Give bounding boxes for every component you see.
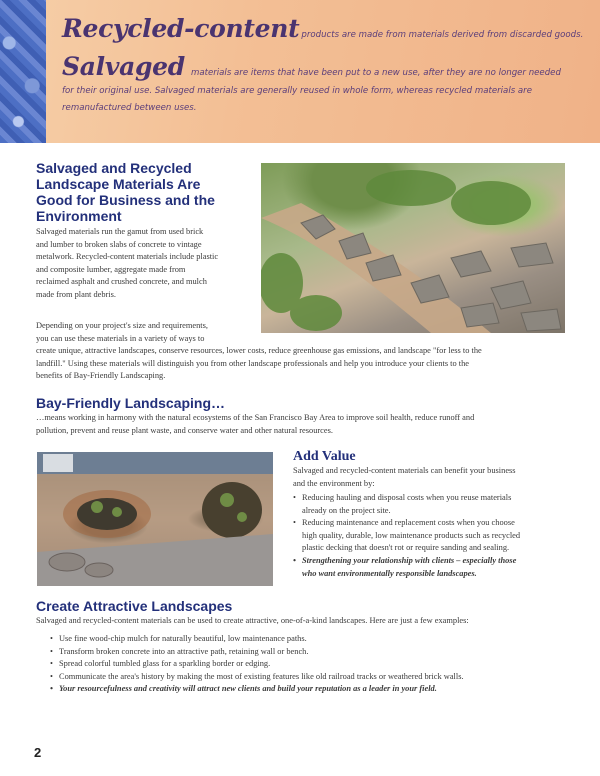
heading-line: Landscape Materials Are bbox=[36, 176, 201, 192]
photo-stone-path bbox=[261, 163, 565, 333]
text-line: reclaimed asphalt and crushed concrete, and mulch bbox=[36, 277, 207, 286]
salvaged-title: Salvaged bbox=[62, 52, 185, 81]
add-value-intro bbox=[293, 465, 568, 490]
text-line: Depending on your project's size and requirements, bbox=[36, 321, 208, 330]
text-line: metalwork. Recycled-content materials include plastic bbox=[36, 252, 219, 261]
list-item bbox=[293, 555, 568, 580]
recycled-title: Recycled-content bbox=[62, 14, 300, 43]
text-line: • Reducing maintenance and replacement costs when you choose bbox=[302, 518, 515, 528]
list-item bbox=[293, 517, 568, 555]
recycled-definition-line bbox=[62, 14, 583, 43]
text-line: pollution, prevent and reuse plant waste, and conserve water and other natural resources. bbox=[36, 425, 333, 435]
recycled-definition: products are made from materials derived from discarded goods. bbox=[301, 30, 584, 40]
section-heading-add-value: Add Value bbox=[293, 449, 356, 464]
text-line: made from plant debris. bbox=[36, 289, 117, 299]
list-item: • Your resourcefulness and creativity will attract new clients and build your reputation as a leader in your field. bbox=[50, 683, 570, 696]
text-line: create unique, attractive landscapes, conserve resources, lower costs, reduce greenhouse gas emissions, and landscape "for less to the bbox=[36, 346, 482, 355]
salvaged-definition-3: remanufactured between uses. bbox=[62, 103, 197, 113]
salvaged-definition-line bbox=[62, 52, 561, 81]
section-heading-bay-friendly: Bay-Friendly Landscaping… bbox=[36, 395, 226, 411]
heading-line: Environment bbox=[36, 208, 122, 224]
list-item: • Transform broken concrete into an attractive path, retaining wall or bench. bbox=[50, 646, 570, 659]
text-line: and the environment by: bbox=[293, 478, 375, 488]
text-line: • Reducing hauling and disposal costs when you reuse materials bbox=[302, 493, 512, 502]
text-line: Salvaged materials run the gamut from used brick bbox=[36, 227, 204, 236]
text-line: benefits of Bay-Friendly Landscaping. bbox=[36, 371, 166, 380]
section-heading-attractive-landscapes: Create Attractive Landscapes bbox=[36, 598, 233, 614]
heading-line: Good for Business and the bbox=[36, 192, 215, 208]
photo-patio bbox=[37, 452, 273, 586]
text-line: …means working in harmony with the natural ecosystems of the San Francisco Bay Area to improve soil health, reduce runoff and bbox=[36, 413, 475, 422]
text-line: and lumber to broken slabs of concrete to vintage bbox=[36, 239, 202, 249]
text-line: who want environmentally responsible landscapes. bbox=[302, 568, 477, 578]
salvaged-definition-2: for their original use. Salvaged materials are generally reused in whole form, whereas recycled materials are bbox=[62, 86, 533, 96]
photo-stone-path-illustration bbox=[261, 163, 565, 333]
materials-paragraph-2 bbox=[36, 320, 566, 383]
bay-friendly-paragraph bbox=[36, 412, 566, 437]
text-line: already on the project site. bbox=[302, 505, 391, 515]
attractive-landscapes-intro: Salvaged and recycled-content materials can be used to create attractive, one-of-a-kind landscapes. Here are just a few examples: bbox=[36, 616, 469, 625]
heading-line: Salvaged and Recycled bbox=[36, 160, 192, 176]
list-item: • Communicate the area's history by making the most of existing features like old railroad tracks or weathered brick walls. bbox=[50, 671, 570, 684]
decorative-mosaic-tile bbox=[0, 0, 46, 143]
section-heading-materials bbox=[36, 160, 256, 224]
header-banner bbox=[0, 0, 600, 143]
attractive-landscapes-list bbox=[50, 633, 570, 696]
add-value-list bbox=[293, 492, 568, 580]
page-number: 2 bbox=[34, 745, 42, 760]
salvaged-definition-1: materials are items that have been put to a new use, after they are no longer needed bbox=[190, 68, 561, 78]
text-line: you can use these materials in a variety of ways to bbox=[36, 333, 205, 343]
list-item bbox=[293, 492, 568, 517]
list-item: • Spread colorful tumbled glass for a sparkling border or edging. bbox=[50, 658, 570, 671]
text-line: and composite lumber, aggregate made from bbox=[36, 264, 186, 274]
text-line: Salvaged and recycled-content materials can benefit your business bbox=[293, 466, 516, 475]
list-item: • Use fine wood-chip mulch for naturally beautiful, low maintenance paths. bbox=[50, 633, 570, 646]
text-line: plastic decking that doesn't rot or require sanding and sealing. bbox=[302, 543, 510, 553]
text-line: • Strengthening your relationship with clients – especially those bbox=[302, 555, 517, 565]
photo-patio-illustration bbox=[37, 452, 273, 586]
text-line: landfill." Using these materials will distinguish you from other landscape professionals and help you introduce your clients to the bbox=[36, 358, 470, 368]
materials-paragraph-1 bbox=[36, 226, 258, 301]
text-line: high quality, durable, low maintenance products such as recycled bbox=[302, 530, 521, 540]
